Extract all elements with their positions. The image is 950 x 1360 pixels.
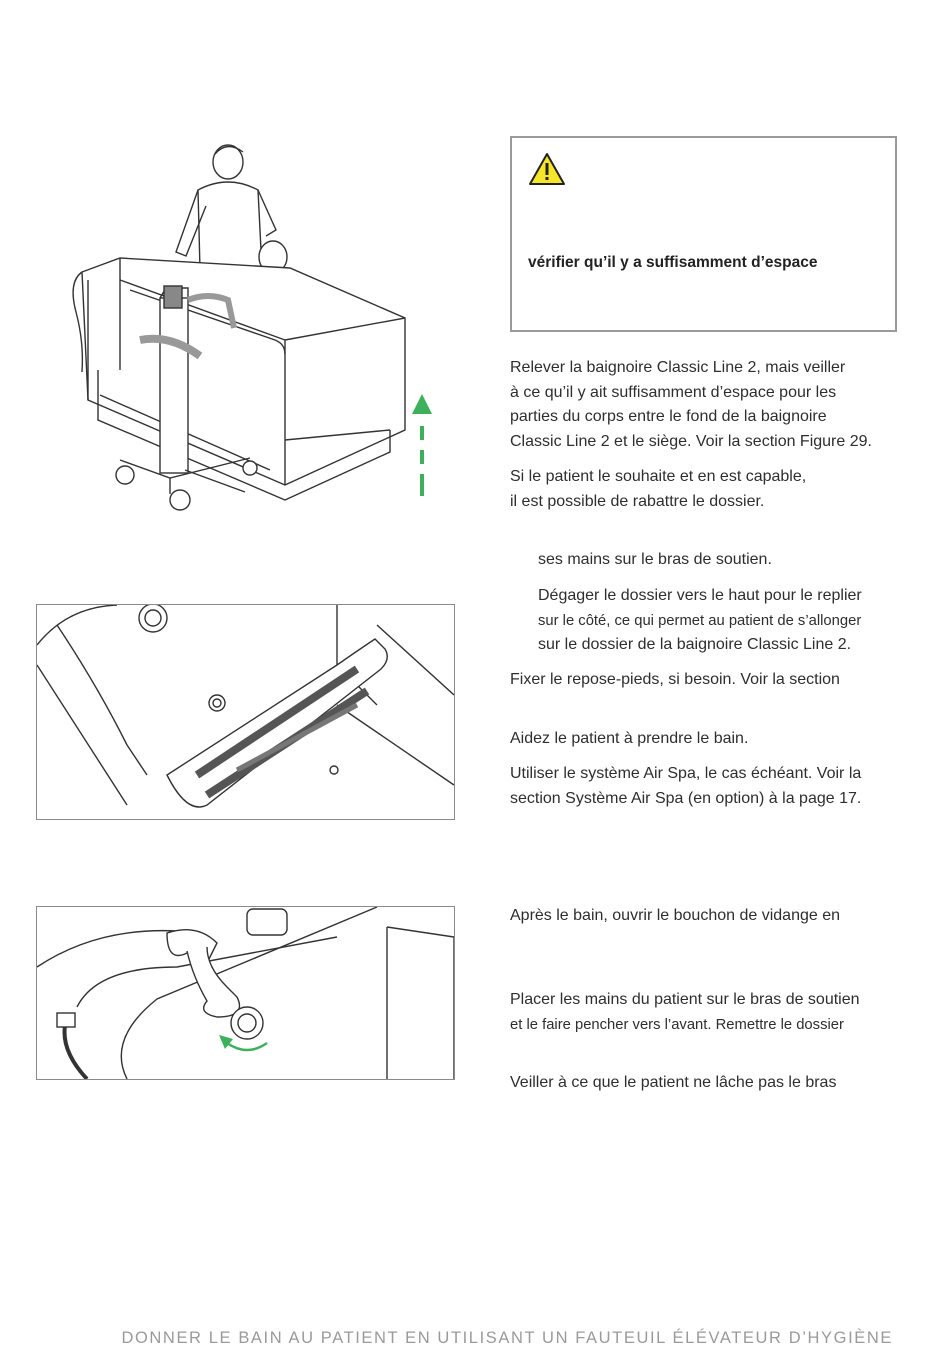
paragraph-fold-backrest: [510, 465, 806, 514]
paragraph-hands-support: [538, 548, 772, 573]
paragraph-help-bath: [510, 727, 748, 752]
paragraph-raise-bath: [510, 356, 872, 454]
figure-backrest-detail: [36, 604, 455, 820]
figure-drain-detail: [36, 906, 455, 1080]
text-line: il est possible de rabattre le dossier.: [510, 492, 765, 510]
warning-triangle-icon: [528, 152, 566, 191]
text-line: à ce qu’il y ait suffisamment d’espace pour les: [510, 383, 837, 401]
paragraph-keep-hold: [510, 1071, 836, 1096]
text-line: Fixer le repose-pieds, si besoin. Voir la section: [510, 671, 840, 688]
text-line: section Système Air Spa (en option) à la page 17.: [510, 789, 862, 807]
warning-text: vérifier qu’il y a suffisamment d’espace: [528, 254, 818, 271]
figure-bath-lifter-illustration: [60, 140, 440, 520]
warning-box: [510, 136, 897, 332]
text-line: et le faire pencher vers l’avant. Remettre le dossier: [510, 1016, 844, 1033]
text-line: Après le bain, ouvrir le bouchon de vidange en: [510, 907, 840, 924]
paragraph-footrest: [510, 668, 840, 693]
text-line: ses mains sur le bras de soutien.: [538, 551, 772, 568]
text-line: Relever la baignoire Classic Line 2, mais veiller: [510, 359, 846, 376]
text-line: Placer les mains du patient sur le bras de soutien: [510, 991, 860, 1008]
text-line: sur le côté, ce qui permet au patient de s’allonger: [538, 612, 862, 629]
text-line: Utiliser le système Air Spa, le cas échéant. Voir la: [510, 765, 862, 782]
text-line: Veiller à ce que le patient ne lâche pas le bras: [510, 1074, 837, 1091]
paragraph-hands-forward: [510, 988, 860, 1037]
text-line: Si le patient le souhaite et en est capable,: [510, 468, 807, 485]
page-footer-title: DONNER LE BAIN AU PATIENT EN UTILISANT UN FAUTEUIL ÉLÉVATEUR D’HYGIÈNE: [121, 1329, 893, 1347]
text-line: parties du corps entre le fond de la baignoire: [510, 408, 827, 425]
raise-arrow-icon: [410, 392, 434, 498]
paragraph-drain: [510, 904, 840, 929]
text-line: Classic Line 2 et le siège. Voir la section Figure 29.: [510, 432, 872, 450]
text-line: sur le dossier de la baignoire Classic Line 2.: [538, 636, 852, 653]
paragraph-release-backrest: [538, 584, 862, 658]
text-line: Aidez le patient à prendre le bain.: [510, 730, 749, 747]
text-line: Dégager le dossier vers le haut pour le replier: [538, 587, 862, 604]
paragraph-air-spa: [510, 762, 861, 811]
